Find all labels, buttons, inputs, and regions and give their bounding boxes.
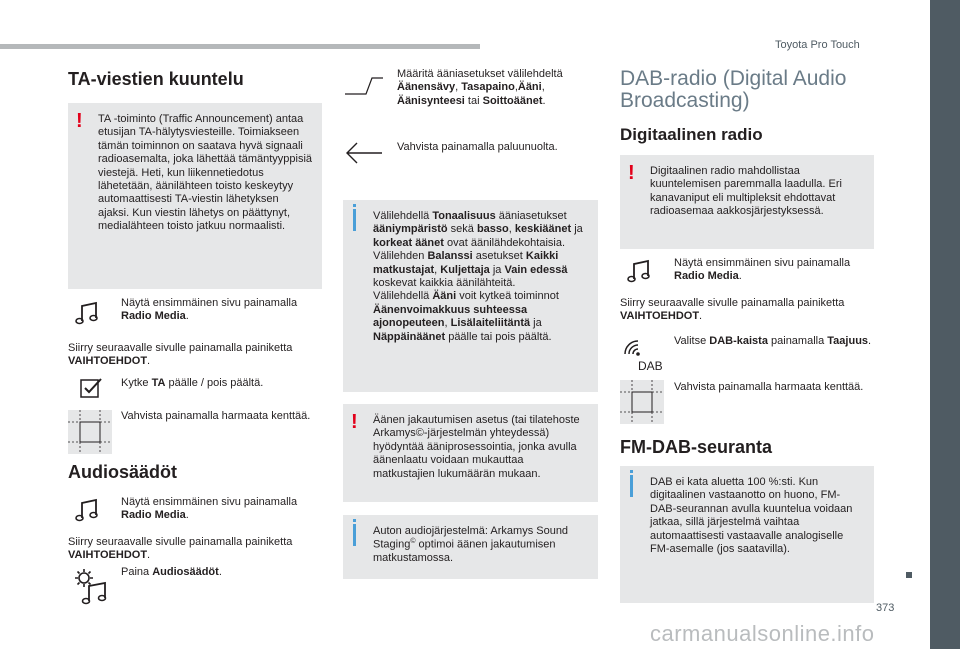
para-next-page: Siirry seuraavalle sivulle painamalla painiketta VAIHTOEHDOT.: [68, 536, 293, 562]
warning-box-digital: [620, 155, 874, 249]
grey-area-icon: [620, 380, 664, 424]
music-note-icon: [74, 300, 102, 326]
step-show-first-page: Näytä ensimmäinen sivu painamalla Radio Media.: [674, 257, 851, 283]
warning-icon: !: [351, 411, 358, 433]
section-title-dab: DAB-radio (Digital Audio Broadcasting): [620, 67, 847, 113]
step-confirm-grey: Vahvista painamalla harmaata kenttää.: [121, 410, 311, 422]
dab-radio-icon: [620, 334, 664, 374]
info-text: Auton audiojärjestelmä: Arkamys Sound Staging: [373, 525, 569, 552]
music-note-icon: [626, 258, 654, 284]
step-toggle-ta: Kytke TA päälle / pois päältä.: [121, 377, 264, 389]
para-next-page: Siirry seuraavalle sivulle painamalla painiketta VAIHTOEHDOT.: [620, 297, 845, 323]
step-confirm-back: Vahvista painamalla paluunuolta.: [397, 141, 558, 153]
step-show-first-page: Näytä ensimmäinen sivu painamalla Radio Media.: [121, 496, 298, 522]
info-icon: [630, 475, 633, 497]
settings-music-icon: [74, 566, 110, 606]
step-show-first-page: Näytä ensimmäinen sivu painamalla Radio Media.: [121, 297, 298, 323]
info-icon: [353, 524, 356, 546]
info-box-staging: Auton audiojärjestelmä: Arkamys Sound Staging© optimoi äänen jakautumisen matkustamossa.: [343, 515, 598, 579]
info-text: Välilehden Balanssi asetukset Kaikki matkustajat, Kuljettaja ja Vain edessä koskevat kaikkia äänilähteitä.: [373, 250, 568, 290]
warning-text: Digitaalinen radio mahdollistaa kuuntelemisen paremmalla laadulla. Eri kanavaniput eli multipleksit ehdottavat radioasemaa aakkosjärjestyksessä.: [650, 165, 842, 218]
step-confirm-grey: Vahvista painamalla harmaata kenttää.: [674, 381, 864, 393]
info-text: DAB ei kata aluetta 100 %:sti. Kun digitaalinen vastaanotto on huono, FM-DAB-seurannan avulla kuuntelua voidaan jatkaa, sillä järjestelmä vaihtaa automaattisesti vastaavalle analogiselle FM-asemalle (jos saatavilla).: [650, 476, 853, 556]
section-title-fm-dab: FM-DAB-seuranta: [620, 437, 773, 457]
step-select-dab-band: Valitse DAB-kaista painamalla Taajuus.: [674, 335, 872, 347]
watermark: carmanualsonline.info: [650, 621, 875, 646]
info-text: Välilehdellä Ääni voit kytkeä toiminnot Äänenvoimakkuus suhteessa ajonopeuteen, Lisälaiteliitäntä ja Näppäinäänet päälle tai pois päältä.: [373, 290, 559, 343]
section-title-audio: Audiosäädöt: [68, 462, 178, 482]
header-rule: [0, 44, 480, 49]
warning-box-arkamys: [343, 404, 598, 502]
info-box-fm-dab: [620, 466, 874, 603]
grey-area-icon: [68, 410, 112, 454]
warning-text: Äänen jakautumisen asetus (tai tilatehoste Arkamys©-järjestelmän yhteydessä) hyödyntää ääniprosessointia, jonka avulla äänenlaatu voidaan mukauttaa matkustajien lukumäärän mukaan.: [373, 414, 580, 480]
tabs-line-icon: [344, 76, 384, 98]
step-press-audio: Paina Audiosäädöt.: [121, 566, 222, 578]
para-next-page: Siirry seuraavalle sivulle painamalla painiketta VAIHTOEHDOT.: [68, 342, 293, 368]
info-text: Välilehdellä Tonaalisuus ääniasetukset ääniympäristö sekä basso, keskiäänet ja korkeat äänet ovat äänilähdekohtaisia.: [373, 210, 583, 249]
music-note-icon: [74, 497, 102, 523]
continuation-mark: [906, 572, 912, 578]
section-title-ta: TA-viestien kuuntelu: [68, 69, 244, 89]
warning-box-ta: [68, 103, 322, 289]
side-strip: [930, 0, 960, 649]
checkbox-check-icon: [80, 377, 104, 399]
warning-text: TA -toiminto (Traffic Announcement) antaa etusijan TA-hälytysviesteille. Toimiakseen tämän toiminnon on saatava hyvä signaali radioasemalta, joka lähettää tämäntyyppisiä viestejä. Heti, kun liikennetiedotus lähetetään, äänilähteen toisto keskeytyy automaattisesti TA-viestin lähetyksen ajaksi. Kun viestin lähetys on päättynyt, medialähteen toisto jatkuu normaalisti.: [98, 113, 313, 233]
warning-icon: !: [628, 162, 635, 184]
info-box-tonality: [343, 200, 598, 392]
warning-icon: !: [76, 110, 83, 132]
subsection-title-digital: Digitaalinen radio: [620, 125, 763, 144]
svg-text:DAB: DAB: [638, 359, 663, 373]
page-number: 373: [876, 602, 895, 614]
back-arrow-icon: [344, 140, 384, 166]
header-title: Toyota Pro Touch: [775, 39, 860, 51]
step-audio-tabs: Määritä ääniasetukset välilehdeltä Äänensävy, Tasapaino,Ääni, Äänisynteesi tai Soittoäänet.: [397, 68, 563, 107]
info-icon: [353, 209, 356, 231]
